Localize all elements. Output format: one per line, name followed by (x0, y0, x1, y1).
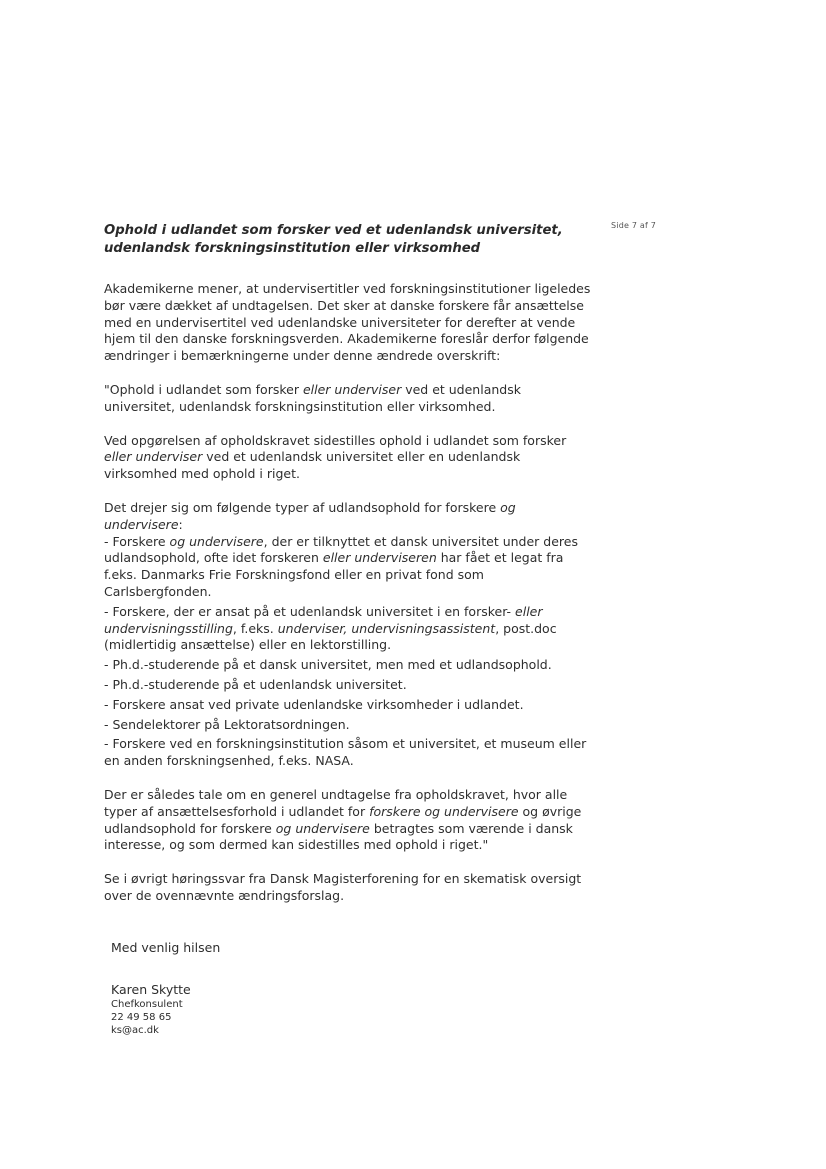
list-item-text: , f.eks. (232, 620, 278, 636)
list-item-emphasis: og undervisere (169, 533, 264, 549)
list-item: - Sendelektorer på Lektoratsordningen. (104, 716, 350, 732)
signature-block (111, 982, 594, 1037)
heading-line-1: Ophold i udlandet som forsker ved et udenlandsk universitet, (104, 223, 563, 238)
paragraph-5-emphasis: og undervisere (275, 820, 370, 836)
paragraph-1: Akademikerne mener, at undervisertitler ved forskningsinstitutioner ligeledes bør være dækket af undtagelsen. Det sker at danske forskere får ansættelse med en undervisertitel ved udenlandske universiteter for derefter at vende hjem til den danske forskningsverden. Akademikerne foreslår derfor følgende ændringer i bemærkningerne under denne ændrede overskrift: (104, 281, 591, 364)
paragraph-3 (104, 433, 594, 483)
paragraph-4-text-a: Det drejer sig om følgende typer af udlandsophold for forskere (104, 499, 501, 515)
paragraph-5-text: Der er således tale om en generel undtagelse fra opholdskravet, hvor alle typer af ansættelsesforhold i udlandet for (104, 786, 568, 819)
closing-greeting: Med venlig hilsen (111, 939, 221, 955)
signatory-email: ks@ac.dk (111, 1024, 159, 1036)
paragraph-4 (104, 500, 594, 534)
researcher-types-list (104, 534, 594, 770)
list-item-emphasis: eller undervisningsstilling (104, 603, 543, 636)
paragraph-3-text-c: ved et udenlandsk universitet eller en udenlandsk virksomhed med ophold i riget. (104, 449, 521, 482)
paragraph-3-text-a: Ved opgørelsen af opholdskravet sidestilles ophold i udlandet som forsker (104, 432, 567, 448)
signatory-title: Chefkonsulent (111, 998, 183, 1010)
page-number: Side 7 af 7 (611, 221, 657, 230)
list-item: - Ph.d.-studerende på et udenlandsk universitet. (104, 676, 407, 692)
list-item-text: - Forskere (104, 533, 170, 549)
paragraph-2-text-c: ved et udenlandsk universitet, udenlandsk forskningsinstitution eller virksomhed. (104, 381, 521, 414)
paragraph-5-text: betragtes som værende i dansk interesse, og som dermed kan sidestilles med ophold i riget." (104, 820, 573, 853)
list-item (104, 604, 594, 654)
list-item: - Forskere ansat ved private udenlandske virksomheder i udlandet. (104, 696, 524, 712)
paragraph-6: Se i øvrigt høringssvar fra Dansk Magisterforening for en skematisk oversigt over de ovennævnte ændringsforslag. (104, 871, 582, 903)
section-heading (104, 222, 594, 257)
paragraph-4-emphasis: og undervisere (104, 499, 516, 532)
list-item: - Forskere ved en forskningsinstitution såsom et universitet, et museum eller en anden forskningsenhed, f.eks. NASA. (104, 736, 587, 769)
paragraph-5-emphasis: forskere og undervisere (369, 803, 519, 819)
list-item: - Ph.d.-studerende på et dansk universitet, men med et udlandsophold. (104, 657, 552, 673)
paragraph-5 (104, 787, 594, 854)
paragraph-5-text: og øvrige udlandsophold for forskere (104, 803, 582, 836)
list-item-emphasis: underviser, undervisningsassistent (277, 620, 496, 636)
list-item (104, 534, 594, 601)
paragraph-4-text-c: : (178, 516, 183, 532)
list-item-text: - Forskere, der er ansat på et udenlandsk universitet i en forsker- (104, 603, 516, 619)
list-item-text: , post.doc (midlertidig ansættelse) eller en lektorstilling. (104, 620, 557, 653)
heading-line-2: udenlandsk forskningsinstitution eller virksomhed (104, 240, 481, 256)
paragraph-2 (104, 382, 594, 416)
list-item-emphasis: eller underviseren (322, 550, 437, 566)
signatory-phone: 22 49 58 65 (111, 1011, 172, 1023)
signatory-name: Karen Skytte (111, 981, 191, 997)
paragraph-2-text-a: "Ophold i udlandet som forsker (104, 381, 303, 397)
list-item-text: har fået et legat fra f.eks. Danmarks Frie Forskningsfond eller en privat fond som Carlsbergfonden. (104, 550, 564, 599)
paragraph-2-emphasis: eller underviser (302, 381, 402, 397)
letter-body (104, 222, 594, 1037)
list-item-text: , der er tilknyttet et dansk universitet under deres udlandsophold, ofte idet forskeren (104, 533, 578, 566)
paragraph-3-emphasis: eller underviser (104, 449, 203, 465)
